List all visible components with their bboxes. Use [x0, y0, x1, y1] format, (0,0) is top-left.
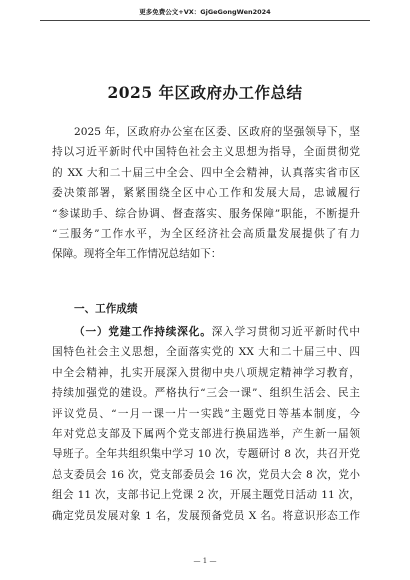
subsection-line: 导班子。全年共组织集中学习 10 次，专题研讨 8 次，共召开党	[52, 448, 360, 461]
subsection-line: 持续加强党的建设。严格执行“三会一课”、组织生活会、民主	[52, 387, 360, 400]
header-note: 更多免费公文+VX：GjGeGongWen2024	[139, 8, 271, 16]
subsection-line: 确定党员发展对象 1 名，发展预备党员 X 名。将意识形态工作	[52, 509, 360, 522]
document-title: 2025 年区政府办工作总结	[107, 83, 303, 102]
section-heading: 一、工作成绩	[74, 303, 138, 315]
intro-line: 2025 年，区政府办公室在区委、区政府的坚强领导下，坚	[74, 126, 360, 138]
header-divider	[40, 20, 370, 21]
intro-line: 委决策部署，紧紧围绕全区中心工作和发展大局，忠诚履行	[52, 187, 360, 200]
subsection-line: 总支委员会 16 次，党支部委员会 16 次，党员大会 8 次，党小	[52, 468, 360, 481]
subsection-heading: （一）党建工作持续深化。	[74, 326, 212, 338]
subsection-line: 中全会精神，扎实开展深入贯彻中央八项规定精神学习教育，	[52, 366, 360, 379]
intro-paragraph	[52, 122, 360, 265]
intro-line: “三服务”工作水平，为全区经济社会高质量发展提供了有力	[52, 228, 360, 241]
intro-line: “参谋助手、综合协调、督查落实、服务保障”职能，不断提升	[52, 207, 360, 220]
intro-line: 的 XX 大和二十届三中全会、四中全会精神，认真落实省市区	[52, 166, 360, 179]
subsection-line: 年对党总支部及下属两个党支部进行换届选举，产生新一届领	[52, 428, 360, 441]
subsection-first-line	[52, 322, 360, 342]
subsection-line-rest: 深入学习贯彻习近平新时代中	[211, 326, 360, 338]
subsection-line: 组会 11 次，支部书记上党课 2 次，开展主题党日活动 11 次，	[52, 489, 360, 502]
intro-line: 保障。现将全年工作情况总结如下：	[52, 248, 222, 261]
page-number: — 1 —	[193, 557, 217, 565]
intro-line: 持以习近平新时代中国特色社会主义思想为指导，全面贯彻党	[52, 146, 360, 159]
subsection-line: 评议党员、“一月一课一片一实践”主题党日等基本制度，今	[52, 407, 360, 420]
subsection-paragraph	[52, 322, 360, 526]
subsection-line: 国特色社会主义思想，全面落实党的 XX 大和二十届三中、四	[52, 346, 360, 359]
